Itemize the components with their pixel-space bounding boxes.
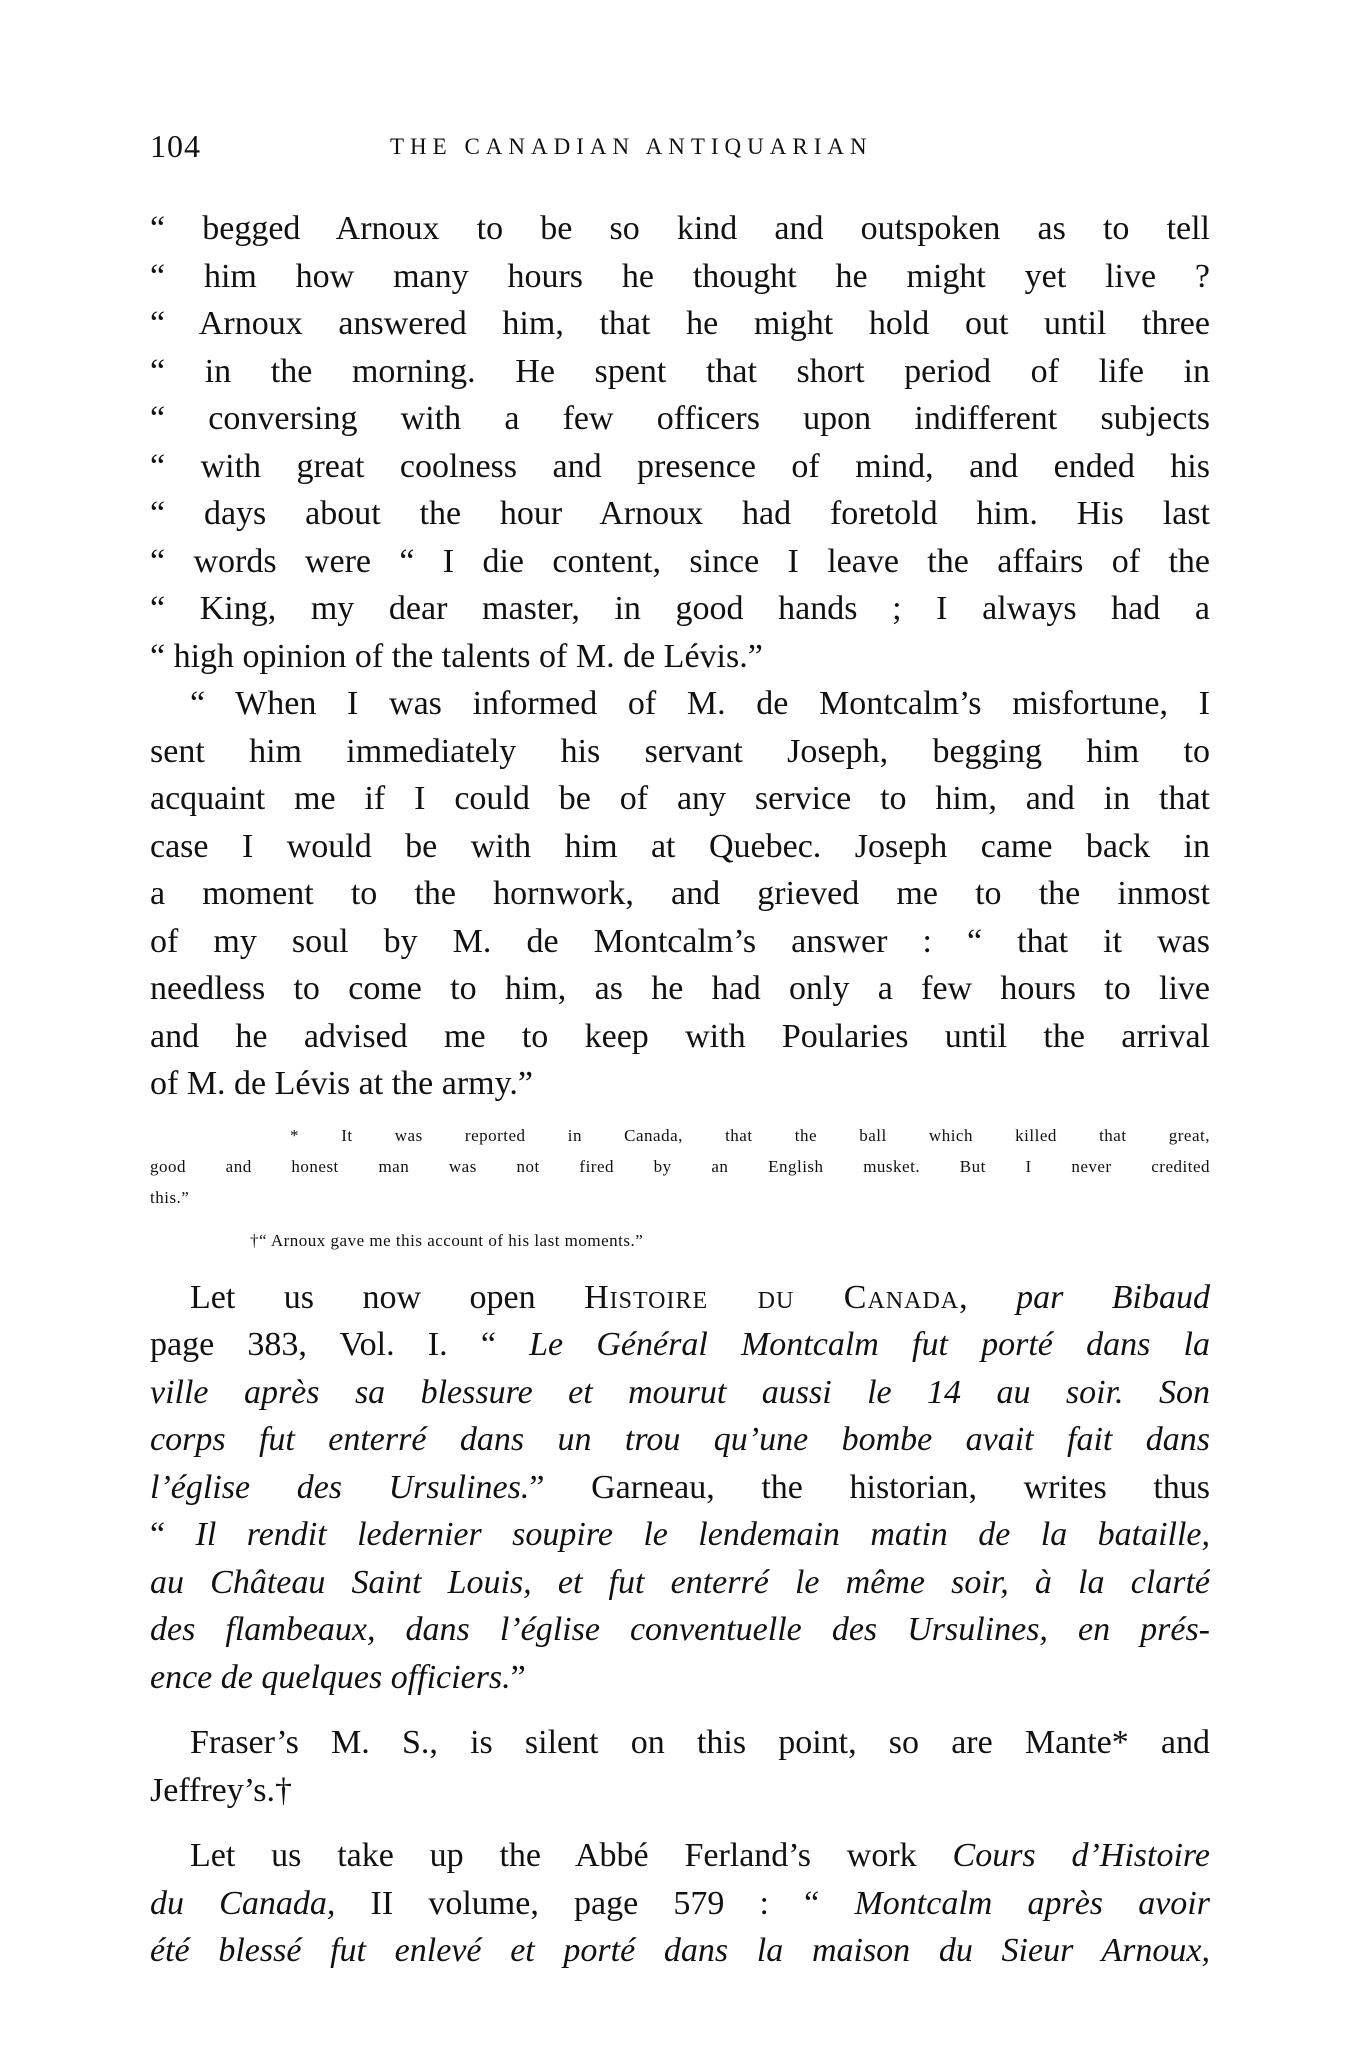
text-run: page 383, Vol. I. “ (150, 1326, 530, 1363)
text-line (150, 1416, 1210, 1464)
footnotes (150, 1120, 1210, 1256)
italic-run: au Château Saint Louis, et fut enterré le même soir, à la clarté (150, 1563, 1210, 1601)
text-line: “ words were “ I die content, since I leave the affairs of the (150, 542, 1210, 580)
text-line: “ in the morning. He spent that short period of life in (150, 352, 1210, 390)
italic-run: corps fut enterré dans un trou qu’une bombe avait fait dans (150, 1421, 1210, 1458)
italic-run: Montcalm après avoir (854, 1884, 1210, 1922)
text-line: “ him how many hours he thought he might yet live ? (150, 257, 1210, 295)
text-run: “ (150, 1516, 196, 1553)
text-line: “ with great coolness and presence of mind, and ended his (150, 447, 1210, 485)
text-line (150, 1321, 1210, 1369)
italic-run: été blessé fut enlevé et porté dans la maison du Sieur Arnoux, (150, 1932, 1210, 1969)
italic-run: l’église des Ursulines. (150, 1468, 530, 1506)
text-line: sent him immediately his servant Joseph, begging him to (150, 732, 1210, 770)
text-line: Fraser’s M. S., is silent on this point, so are Mante* and (190, 1724, 1210, 1761)
text-run: II volume, page 579 : “ (335, 1884, 855, 1922)
text-line (150, 1654, 1210, 1702)
quoted-passage (150, 205, 1210, 680)
paragraph-bibaud-garneau (150, 1274, 1210, 1702)
text-line: “ King, my dear master, in good hands ; I always had a (150, 590, 1210, 627)
text-line (150, 1559, 1210, 1607)
paragraph-fraser (150, 1719, 1210, 1814)
text-line (150, 1464, 1210, 1512)
italic-run: Le Général Montcalm fut porté dans la (529, 1326, 1210, 1363)
text-line: needless to come to him, as he had only a few hours to live (150, 970, 1210, 1007)
text-line (150, 1274, 1210, 1322)
text-line: of M. de Lévis at the army.” (150, 1065, 533, 1102)
text-line: a moment to the hornwork, and grieved me to the inmost (150, 875, 1210, 912)
text-line: of my soul by M. de Montcalm’s answer : “ that it was (150, 922, 1210, 960)
text-run: Let us now open (190, 1278, 585, 1316)
footnote-line: this.” (150, 1187, 190, 1207)
footnote-line: †“ Arnoux gave me this account of his last moments.” (250, 1230, 644, 1250)
paragraph-levis-account (150, 680, 1210, 1108)
footnote-line: good and honest man was not fired by an English musket. But I never credited (150, 1156, 1210, 1176)
text-line: Jeffrey’s.† (150, 1771, 292, 1809)
text-line: “ high opinion of the talents of M. de Lévis.” (150, 637, 763, 675)
text-line (150, 1927, 1210, 1975)
text-line: “ Arnoux answered him, that he might hold out until three (150, 305, 1210, 342)
text-line: “ conversing with a few officers upon indifferent subjects (150, 400, 1210, 437)
italic-run: ence de quelques officiers. (150, 1658, 511, 1696)
italic-run: des flambeaux, dans l’église conventuelle des Ursulines, en prés- (150, 1611, 1210, 1648)
text-line: “ When I was informed of M. de Montcalm’s misfortune, I (190, 685, 1210, 722)
paragraph-ferland (150, 1832, 1210, 1975)
text-line: “ days about the hour Arnoux had foretold him. His last (150, 495, 1210, 532)
italic-run: ville après sa blessure et mourut aussi le 14 au soir. Son (150, 1373, 1210, 1411)
text-line (150, 1606, 1210, 1654)
italic-run: par Bibaud (1016, 1278, 1210, 1316)
text-line: case I would be with him at Quebec. Joseph came back in (150, 827, 1210, 865)
page-body (150, 205, 1210, 1975)
text-line: acquaint me if I could be of any service to him, and in that (150, 780, 1210, 817)
text-run: ” Garneau, the historian, writes thus (529, 1468, 1210, 1506)
page-number: 104 (150, 128, 201, 164)
text-line (150, 1832, 1210, 1880)
text-run: Let us take up the Abbé Ferland’s work (190, 1837, 953, 1874)
running-head: THE CANADIAN ANTIQUARIAN (390, 134, 873, 159)
italic-run: Il rendit ledernier soupire le lendemain matin de la bataille, (195, 1516, 1210, 1553)
text-line: “ begged Arnoux to be so kind and outspoken as to tell (150, 210, 1210, 247)
page-header (150, 128, 1210, 168)
book-title: Histoire du Canada (584, 1278, 960, 1316)
italic-run: Cours d’Histoire (952, 1837, 1210, 1874)
italic-run: du Canada, (150, 1884, 336, 1922)
text-line (150, 1880, 1210, 1928)
text-line (150, 1369, 1210, 1417)
text-run: ” (510, 1658, 526, 1696)
footnote-line: * It was reported in Canada, that the ball which killed that great, (290, 1125, 1210, 1145)
text-line: and he advised me to keep with Poularies until the arrival (150, 1017, 1210, 1055)
text-line (150, 1511, 1210, 1559)
text-run: , (959, 1278, 1017, 1316)
